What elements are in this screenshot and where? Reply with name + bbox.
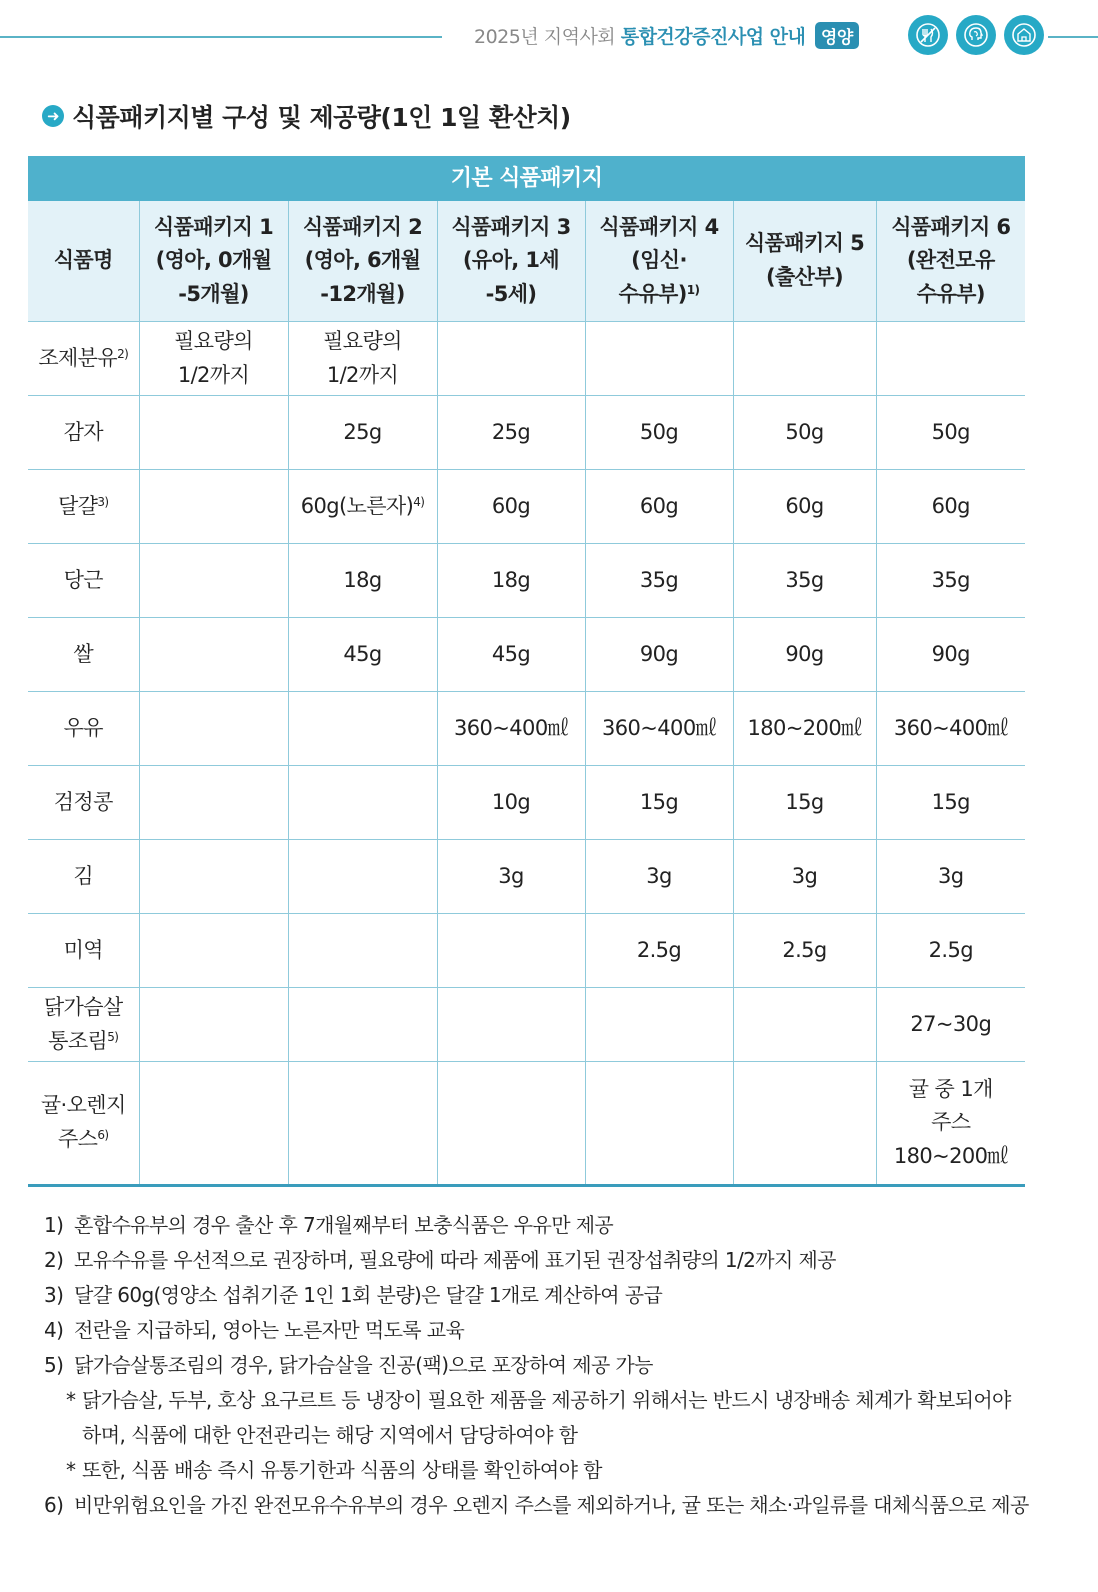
amount-cell	[585, 914, 733, 988]
column-header-line: (영아, 6개월	[304, 248, 421, 273]
food-name-cell	[28, 840, 139, 914]
amount-line: 25g	[343, 419, 382, 444]
amount-cell	[437, 840, 585, 914]
footnote-number: 5)	[44, 1353, 64, 1377]
footnote-item	[44, 1243, 1034, 1278]
footnote-item	[44, 1383, 1034, 1453]
table-row	[28, 1062, 1025, 1186]
header-rule-left	[0, 36, 442, 38]
amount-line: 27~30g	[910, 1011, 992, 1036]
footnote-number: 2)	[44, 1248, 64, 1272]
column-header-food-name	[28, 201, 139, 322]
amount-cell	[437, 544, 585, 618]
food-name-cell	[28, 988, 139, 1062]
column-header-line: 식품패키지 4	[599, 214, 719, 239]
amount-line: 90g	[785, 641, 824, 666]
amount-line: 2.5g	[636, 937, 682, 962]
table-row	[28, 322, 1025, 396]
amount-cell	[733, 840, 876, 914]
food-name-cell	[28, 470, 139, 544]
footnote-bullet: *	[66, 1388, 76, 1412]
amount-line: 3g	[498, 863, 524, 888]
table-header-row	[28, 201, 1025, 322]
amount-cell	[733, 396, 876, 470]
column-header-line: (완전모유	[906, 248, 995, 273]
amount-cell	[288, 914, 437, 988]
column-header-package-4	[585, 201, 733, 322]
amount-line: 3g	[938, 863, 964, 888]
amount-cell	[139, 988, 288, 1062]
table-row	[28, 840, 1025, 914]
amount-line: 1/2까지	[326, 362, 399, 387]
amount-cell	[585, 988, 733, 1062]
column-header-line: (출산부)	[765, 265, 844, 289]
amount-line: 180~200㎖	[893, 1143, 1008, 1168]
amount-line: 360~400㎖	[602, 715, 716, 740]
amount-cell	[876, 988, 1025, 1062]
amount-line: 35g	[931, 567, 970, 592]
footnote-item	[44, 1278, 1034, 1313]
food-name-line: 미역	[63, 937, 103, 962]
amount-line: 180~200㎖	[747, 715, 862, 740]
amount-cell	[585, 692, 733, 766]
column-header-package-2	[288, 201, 437, 322]
column-header-line: 식품패키지 2	[302, 214, 423, 239]
column-header-line: 식품패키지 1	[153, 214, 274, 239]
amount-cell	[139, 470, 288, 544]
table-row	[28, 914, 1025, 988]
food-name-cell	[28, 618, 139, 692]
amount-cell	[733, 618, 876, 692]
amount-line: 2.5g	[782, 937, 827, 962]
amount-line: 45g	[343, 641, 382, 666]
amount-line: 필요량의	[323, 328, 402, 353]
food-name-cell	[28, 396, 139, 470]
amount-cell	[876, 322, 1025, 396]
amount-line: 15g	[785, 789, 824, 814]
amount-cell	[585, 396, 733, 470]
amount-cell	[288, 322, 437, 396]
amount-line: 360~400㎖	[454, 715, 568, 740]
amount-cell	[733, 1062, 876, 1186]
amount-line: 90g	[639, 641, 679, 666]
food-name-line: 통조림	[48, 1028, 108, 1053]
amount-line: 60g	[785, 493, 824, 518]
amount-cell	[139, 766, 288, 840]
amount-cell	[876, 396, 1025, 470]
amount-cell	[139, 544, 288, 618]
food-name-cell	[28, 1062, 139, 1186]
section-title-text: 식품패키지별 구성 및 제공량(1인 1일 환산치)	[72, 103, 571, 132]
amount-line: 2.5g	[928, 937, 973, 962]
footnote-text: 또한, 식품 배송 즉시 유통기한과 식품의 상태를 확인하여야 함	[82, 1458, 602, 1482]
table-band-row	[28, 156, 1025, 201]
amount-cell	[733, 692, 876, 766]
amount-line: 18g	[343, 567, 382, 592]
footnote-number: 1)	[44, 1213, 64, 1237]
amount-cell	[437, 618, 585, 692]
amount-cell	[139, 840, 288, 914]
footnotes	[44, 1208, 1034, 1523]
amount-line: 60g	[639, 493, 679, 518]
column-header-line: 식품패키지 6	[891, 214, 1011, 239]
footnote-text: 전란을 지급하되, 영아는 노른자만 먹도록 교육	[74, 1318, 465, 1342]
amount-cell	[876, 692, 1025, 766]
amount-cell	[139, 914, 288, 988]
amount-cell	[876, 618, 1025, 692]
column-header-line: 수유부)	[916, 281, 985, 306]
amount-cell	[585, 618, 733, 692]
food-name-cell	[28, 544, 139, 618]
food-name-cell	[28, 322, 139, 396]
header-year-text: 2025년 지역사회	[474, 26, 616, 48]
amount-line: 90g	[931, 641, 970, 666]
amount-cell	[139, 396, 288, 470]
food-name-cell	[28, 766, 139, 840]
amount-line: 15g	[931, 789, 970, 814]
column-header-line: 식품패키지 3	[451, 214, 571, 239]
column-header-line: (임신·	[631, 248, 687, 273]
amount-cell	[288, 470, 437, 544]
food-package-table	[28, 156, 1025, 1187]
footnote-marker: 4)	[413, 494, 425, 509]
table-row	[28, 692, 1025, 766]
amount-cell	[585, 840, 733, 914]
amount-line: 3g	[646, 863, 672, 888]
header-title	[474, 22, 859, 49]
amount-line: 50g	[931, 419, 970, 444]
amount-cell	[139, 1062, 288, 1186]
header-rule-right	[1048, 36, 1098, 38]
footnote-marker: 6)	[97, 1128, 109, 1142]
footnote-marker: 5)	[107, 1029, 119, 1044]
footnote-text: 혼합수유부의 경우 출산 후 7개월째부터 보충식품은 우유만 제공	[74, 1213, 614, 1237]
amount-line: 주스	[931, 1110, 971, 1135]
amount-line: 60g	[931, 493, 970, 518]
footnote-text: 비만위험요인을 가진 완전모유수유부의 경우 오렌지 주스를 제외하거나, 귤 또는 채소·과일류를 대체식품으로 제공	[74, 1493, 1029, 1517]
column-header-line: (영아, 0개월	[155, 248, 272, 273]
amount-cell	[876, 544, 1025, 618]
amount-cell	[733, 988, 876, 1062]
amount-cell	[733, 470, 876, 544]
amount-cell	[876, 470, 1025, 544]
footnote-item	[44, 1313, 1034, 1348]
amount-line: 15g	[639, 789, 679, 814]
amount-cell	[437, 766, 585, 840]
footnote-item	[44, 1348, 1034, 1383]
footnote-item	[44, 1208, 1034, 1243]
food-name-line: 쌀	[73, 641, 94, 666]
amount-line: 35g	[639, 567, 679, 592]
amount-cell	[876, 914, 1025, 988]
amount-line: 45g	[491, 641, 531, 666]
header-icons	[908, 15, 1044, 55]
footnote-text: 닭가슴살통조림의 경우, 닭가슴살을 진공(팩)으로 포장하여 제공 가능	[74, 1353, 653, 1377]
amount-cell	[437, 396, 585, 470]
arrow-right-icon: ➜	[42, 105, 64, 127]
food-name-line: 감자	[63, 419, 103, 444]
column-header-line: 식품명	[53, 248, 113, 273]
food-name-line: 김	[73, 863, 94, 888]
header-category-badge: 영양	[815, 22, 859, 49]
amount-line: 필요량의	[174, 328, 253, 353]
food-name-line: 주스	[58, 1127, 98, 1151]
amount-cell	[437, 322, 585, 396]
amount-cell	[585, 766, 733, 840]
footnote-text: 모유수유를 우선적으로 권장하며, 필요량에 따라 제품에 표기된 권장섭취량의 1/2까지 제공	[74, 1248, 836, 1272]
amount-cell	[437, 914, 585, 988]
column-header-package-5	[733, 201, 876, 322]
table-row	[28, 396, 1025, 470]
amount-cell	[585, 544, 733, 618]
food-name-line: 달걀	[58, 493, 98, 518]
amount-cell	[876, 766, 1025, 840]
column-header-line: -5개월)	[178, 281, 249, 306]
amount-cell	[733, 322, 876, 396]
amount-cell	[139, 618, 288, 692]
nutrition-icon	[908, 15, 948, 55]
footnote-item	[44, 1453, 1034, 1488]
amount-line: 60g(노른자)	[300, 493, 414, 518]
amount-line: 1/2까지	[177, 362, 250, 387]
column-header-line: -12개월)	[320, 281, 405, 306]
amount-cell	[876, 1062, 1025, 1186]
table-row	[28, 988, 1025, 1062]
table-row	[28, 766, 1025, 840]
amount-cell	[288, 1062, 437, 1186]
amount-cell	[288, 544, 437, 618]
food-name-line: 닭가슴살	[43, 994, 123, 1019]
footnote-number: 6)	[44, 1493, 64, 1517]
amount-cell	[585, 322, 733, 396]
amount-cell	[437, 1062, 585, 1186]
section-title	[42, 98, 571, 134]
column-header-package-1	[139, 201, 288, 322]
footnote-marker: 1)	[686, 282, 700, 297]
table-band-title: 기본 식품패키지	[28, 156, 1025, 201]
table-body	[28, 322, 1025, 1186]
footnote-bullet: *	[66, 1458, 76, 1482]
amount-line: 35g	[785, 567, 824, 592]
footnote-marker: 3)	[97, 494, 109, 509]
table-row	[28, 618, 1025, 692]
food-name-line: 우유	[63, 715, 103, 740]
food-name-cell	[28, 692, 139, 766]
amount-cell	[733, 544, 876, 618]
footnote-item	[44, 1488, 1034, 1523]
amount-line: 360~400㎖	[893, 715, 1008, 740]
amount-cell	[733, 766, 876, 840]
header-program-name: 통합건강증진사업 안내	[620, 26, 806, 48]
footnote-number: 3)	[44, 1283, 64, 1307]
amount-cell	[139, 692, 288, 766]
amount-cell	[437, 692, 585, 766]
amount-cell	[288, 988, 437, 1062]
amount-cell	[733, 914, 876, 988]
column-header-line: (유아, 1세	[462, 248, 560, 273]
amount-cell	[585, 470, 733, 544]
column-header-line: 식품패키지 5	[744, 231, 865, 256]
footnote-text: 달걀 60g(영양소 섭취기준 1인 1회 분량)은 달걀 1개로 계산하여 공급	[74, 1283, 663, 1307]
food-name-line: 당근	[63, 567, 103, 592]
amount-cell	[288, 766, 437, 840]
amount-line: 3g	[791, 863, 818, 888]
amount-cell	[139, 322, 288, 396]
food-name-cell	[28, 914, 139, 988]
amount-cell	[288, 618, 437, 692]
column-header-line: 수유부)	[618, 281, 687, 306]
amount-cell	[288, 692, 437, 766]
amount-cell	[437, 470, 585, 544]
column-header-package-6	[876, 201, 1025, 322]
food-name-line: 귤·오렌지	[40, 1093, 126, 1118]
amount-cell	[876, 840, 1025, 914]
amount-line: 60g	[491, 493, 531, 518]
community-icon	[1004, 15, 1044, 55]
food-name-line: 검정콩	[53, 789, 113, 814]
footnote-number: 4)	[44, 1318, 64, 1342]
amount-line: 귤 중 1개	[908, 1076, 993, 1101]
amount-cell	[437, 988, 585, 1062]
amount-cell	[288, 396, 437, 470]
column-header-package-3	[437, 201, 585, 322]
amount-line: 10g	[491, 789, 531, 814]
table-row	[28, 470, 1025, 544]
brain-health-icon	[956, 15, 996, 55]
table-row	[28, 544, 1025, 618]
amount-line: 50g	[785, 419, 824, 444]
amount-line: 25g	[491, 419, 531, 444]
amount-line: 18g	[491, 567, 531, 592]
amount-cell	[288, 840, 437, 914]
amount-cell	[585, 1062, 733, 1186]
food-name-line: 조제분유	[38, 345, 118, 370]
footnote-text: 닭가슴살, 두부, 호상 요구르트 등 냉장이 필요한 제품을 제공하기 위해서는 반드시 냉장배송 체계가 확보되어야 하며, 식품에 대한 안전관리는 해당 지역에서 담당하여야 함	[82, 1388, 1011, 1447]
footnote-marker: 2)	[117, 346, 129, 361]
column-header-line: -5세)	[485, 281, 537, 306]
amount-line: 50g	[639, 419, 679, 444]
